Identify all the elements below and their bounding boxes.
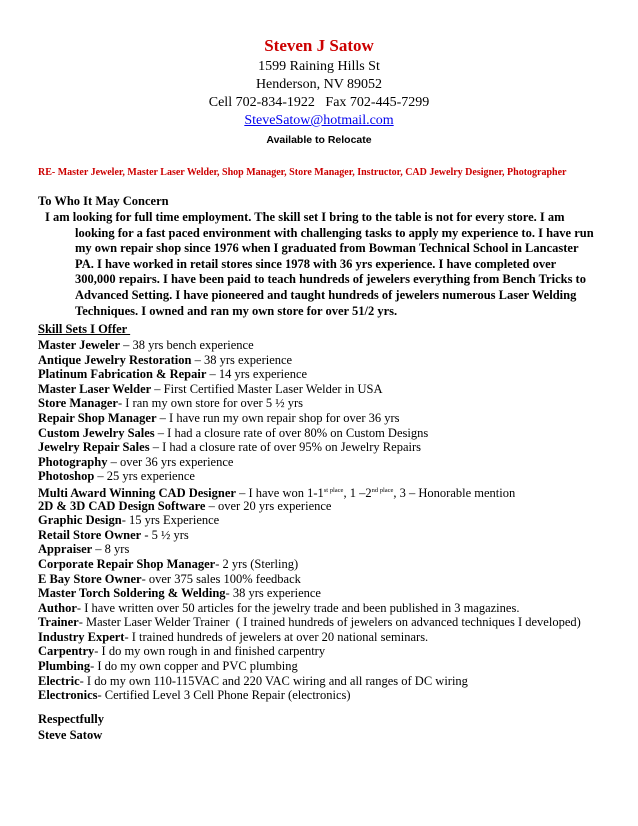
- skill-label: Multi Award Winning CAD Designer: [38, 485, 236, 500]
- skill-label: E Bay Store Owner: [38, 571, 142, 586]
- skill-label: Trainer: [38, 615, 79, 630]
- applicant-name: Steven J Satow: [264, 36, 374, 55]
- skill-label: Master Jeweler: [38, 338, 121, 352]
- skill-detail: - I have written over 50 articles for the jewelry trade and been published in 3 magazines.: [76, 600, 520, 615]
- skill-item: [38, 630, 628, 645]
- skill-detail: – I have run my own repair shop for over 36 yrs: [156, 410, 400, 425]
- skill-item: [38, 411, 628, 426]
- skill-label: Store Manager: [38, 396, 118, 411]
- address-city: Henderson, NV 89052: [255, 77, 383, 92]
- skill-item: [38, 426, 628, 441]
- skill-item: [38, 557, 628, 572]
- skill-detail: - I do my own copper and PVC plumbing: [90, 659, 298, 674]
- skill-label: Carpentry: [38, 644, 95, 659]
- sign-off: Respectfully: [38, 712, 104, 726]
- skill-item: [38, 644, 628, 659]
- skill-label: Platinum Fabrication & Repair: [38, 367, 207, 382]
- skill-item: [38, 513, 628, 528]
- email-link[interactable]: SteveSatow@hotmail.com: [244, 113, 394, 128]
- skill-label: Photography: [38, 454, 108, 469]
- skill-detail: – I have won 1-1: [235, 485, 324, 500]
- skill-detail: - I do my own rough in and finished carpentry: [94, 644, 326, 659]
- skill-detail: - over 375 sales 100% feedback: [141, 571, 301, 586]
- skill-detail: - 2 yrs (Sterling): [215, 556, 299, 571]
- skill-item: [38, 484, 628, 499]
- closing-block: [38, 712, 104, 743]
- re-line: RE- Master Jeweler, Master Laser Welder, Shop Manager, Store Manager, Instructor, CAD Jewelry Designer, Photographer: [38, 167, 567, 178]
- skill-label: Electric: [38, 673, 80, 688]
- skill-label: 2D & 3D CAD Design Software: [38, 498, 206, 513]
- skill-detail-tail: , 3 – Honorable mention: [393, 485, 516, 500]
- skill-label: Master Laser Welder: [38, 381, 152, 396]
- superscript-first-place: st place: [323, 486, 344, 494]
- superscript-second-place: nd place: [371, 486, 394, 494]
- skill-item: [38, 542, 628, 557]
- skill-label: Master Torch Soldering & Welding: [38, 586, 226, 601]
- skill-detail: – 8 yrs: [92, 542, 130, 557]
- skill-item: [38, 396, 628, 411]
- skill-detail: – First Certified Master Laser Welder in USA: [151, 381, 383, 396]
- intro-paragraph: I am looking for full time employment. The skill set I bring to the table is not for every store. I am looking for a fast paced environment with challenging tasks to apply my experience to. I have run my own repair shop since 1976 when I graduated from Bowman Technical School in Lancaster PA. I have worked in retail stores since 1978 with 36 yrs experience. I have completed over 300,000 repairs. I have been paid to teach hundreds of jewelers everything from Bench Tricks to Advanced Setting. I have pioneered and taught hundreds of jewelers numerous Laser Welding Techniques. I owned and ran my own store for over 51/2 yrs.: [45, 210, 594, 318]
- signature-name: Steve Satow: [38, 727, 103, 742]
- skill-label: Repair Shop Manager: [38, 410, 157, 425]
- skill-item: [38, 353, 628, 368]
- skill-label: Antique Jewelry Restoration: [38, 352, 192, 367]
- skill-item: [38, 469, 628, 484]
- skill-label: Graphic Design: [38, 513, 122, 528]
- skill-detail: – over 20 yrs experience: [205, 498, 332, 513]
- skill-label: Retail Store Owner: [38, 527, 142, 542]
- skill-label: Jewelry Repair Sales: [38, 440, 150, 455]
- skill-detail: - Master Laser Welder Trainer ( I trained hundreds of jewelers on advanced techniques I developed): [78, 615, 581, 630]
- skill-detail: – over 36 yrs experience: [107, 454, 234, 469]
- skill-item: [38, 674, 628, 689]
- skill-detail: – I had a closure rate of over 95% on Jewelry Repairs: [149, 440, 421, 455]
- skill-item: [38, 659, 628, 674]
- skill-detail: - I trained hundreds of jewelers at over 20 national seminars.: [124, 629, 429, 644]
- skill-detail: - I ran my own store for over 5 ½ yrs: [117, 396, 303, 411]
- skill-detail: - Certified Level 3 Cell Phone Repair (electronics): [97, 688, 351, 703]
- skill-detail: - 15 yrs Experience: [121, 513, 220, 528]
- skills-heading: Skill Sets I Offer: [38, 322, 131, 336]
- skill-item: [38, 499, 628, 514]
- skill-item: [38, 615, 628, 630]
- skill-label: Custom Jewelry Sales: [38, 425, 155, 440]
- skill-label: Corporate Repair Shop Manager: [38, 556, 216, 571]
- skill-item: [38, 528, 628, 543]
- skill-item: [38, 455, 628, 470]
- skill-label: Photoshop: [38, 469, 95, 484]
- skill-detail: - I do my own 110-115VAC and 220 VAC wiring and all ranges of DC wiring: [79, 673, 468, 688]
- skill-label: Plumbing: [38, 659, 91, 674]
- skill-detail: – 14 yrs experience: [206, 367, 308, 382]
- skill-item: [38, 572, 628, 587]
- skill-item: [38, 338, 628, 353]
- skill-label: Author: [38, 600, 77, 615]
- address-street: 1599 Raining Hills St: [258, 59, 380, 74]
- relocate-note: Available to Relocate: [266, 134, 372, 146]
- skills-list: [38, 338, 628, 703]
- salutation: To Who It May Concern: [38, 194, 169, 208]
- skill-detail: – 38 yrs experience: [191, 352, 293, 367]
- skill-detail: - 38 yrs experience: [225, 586, 321, 601]
- skill-item: [38, 586, 628, 601]
- skill-detail: – I had a closure rate of over 80% on Custom Designs: [154, 425, 429, 440]
- skill-detail: – 38 yrs bench experience: [120, 338, 254, 352]
- skill-label: Appraiser: [38, 542, 93, 557]
- skill-item: [38, 440, 628, 455]
- skill-label: Electronics: [38, 688, 98, 703]
- skill-item: [38, 367, 628, 382]
- skill-item: [38, 382, 628, 397]
- skill-label: Industry Expert: [38, 629, 125, 644]
- skill-item: [38, 688, 628, 703]
- skill-detail: – 25 yrs experience: [94, 469, 195, 484]
- skill-item: [38, 601, 628, 616]
- phone-fax-line: Cell 702-834-1922 Fax 702-445-7299: [208, 95, 430, 110]
- skill-detail: - 5 ½ yrs: [141, 527, 189, 542]
- skill-detail-mid: , 1 –2: [343, 485, 372, 500]
